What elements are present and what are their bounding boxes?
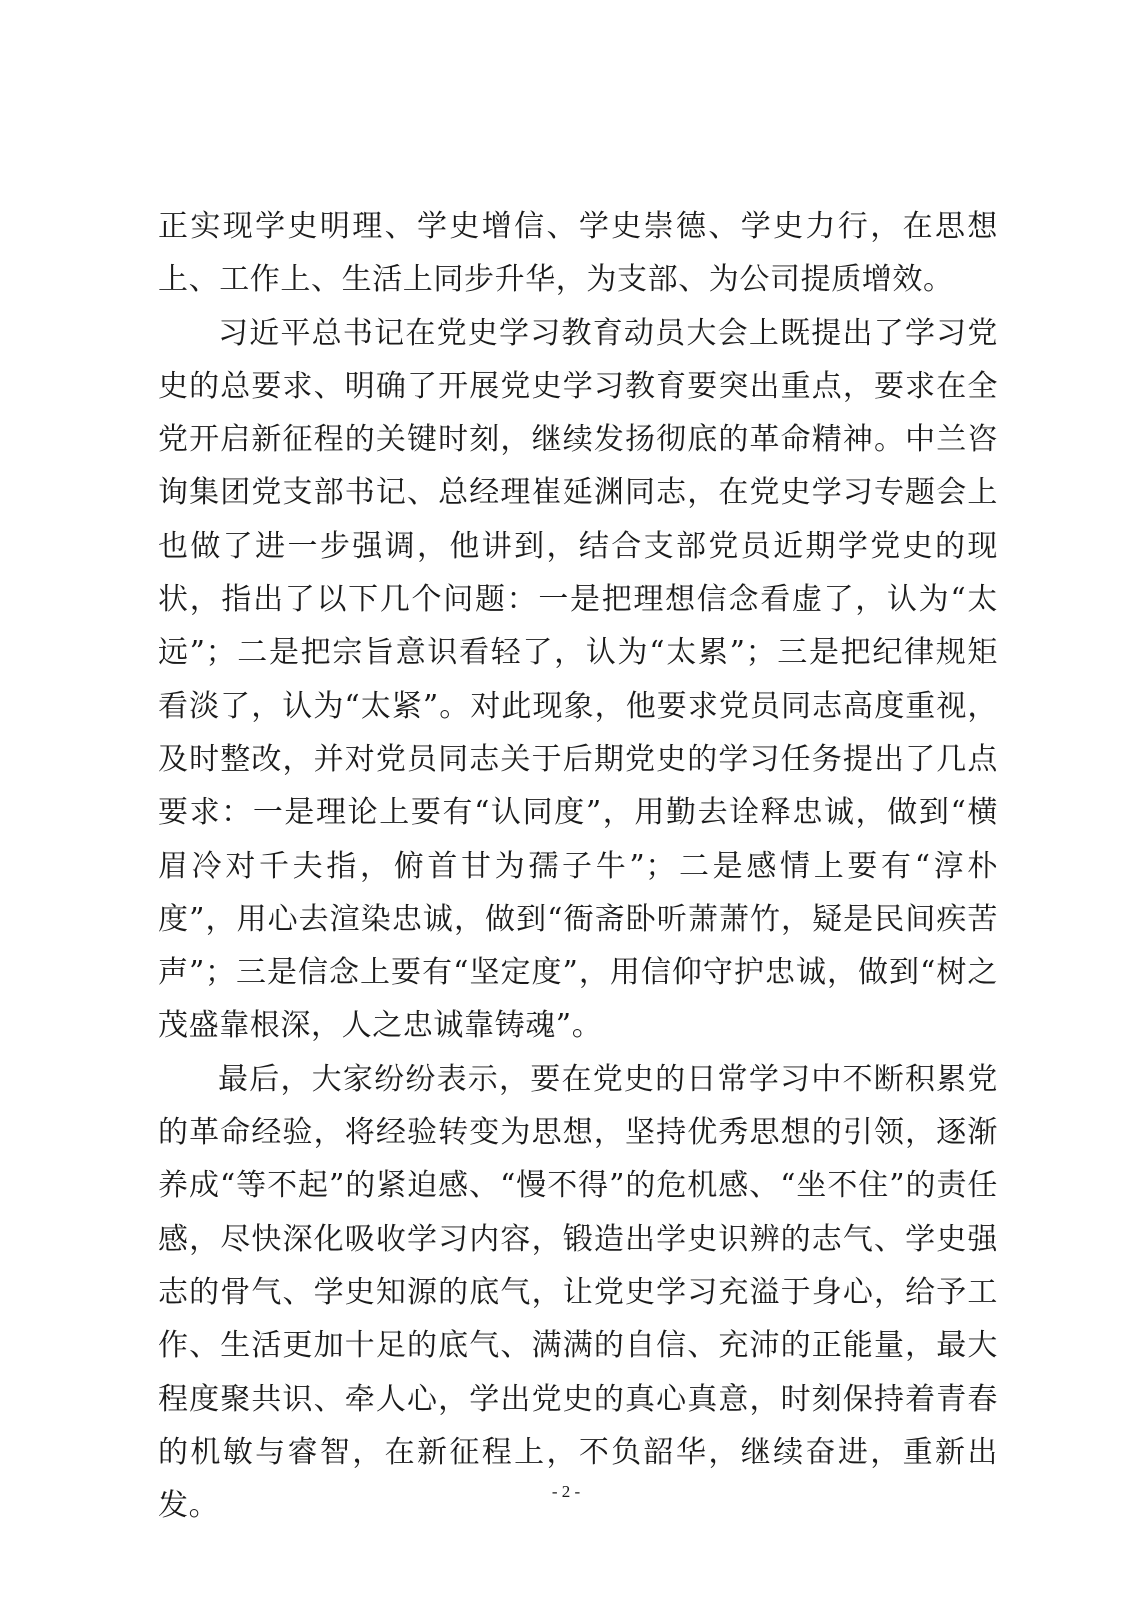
page-number: - 2 - xyxy=(551,1482,581,1501)
paragraph-conclusion: 最后，大家纷纷表示，要在党史的日常学习中不断积累党的革命经验，将经验转变为思想，坚持优秀思想的引领，逐渐养成“等不起”的紧迫感、“慢不得”的危机感、“坐不住”的责任感，尽快深化吸收学习内容，锻造出学史识辨的志气、学史强志的骨气、学史知源的底气，让党史学习充溢于身心，给予工作、生活更加十足的底气、满满的自信、充沛的正能量，最大程度聚共识、牵人心，学出党史的真心真意，时刻保持着青春的机敏与睿智，在新征程上，不负韶华，继续奋进，重新出发。 xyxy=(158,1061,998,1524)
paragraph-speech: 习近平总书记在党史学习教育动员大会上既提出了学习党史的总要求、明确了开展党史学习教育要突出重点，要求在全党开启新征程的关键时刻，继续发扬彻底的革命精神。中兰咨询集团党支部书记、总经理崔延渊同志，在党史学习专题会上也做了进一步强调，他讲到，结合支部党员近期学党史的现状，指出了以下几个问题：一是把理想信念看虚了，认为“太远”；二是把宗旨意识看轻了，认为“太累”；三是把纪律规矩看淡了，认为“太紧”。对此现象，他要求党员同志高度重视，及时整改，并对党员同志关于后期党史的学习任务提出了几点要求：一是理论上要有“认同度”，用勤去诠释忠诚，做到“横眉冷对千夫指，俯首甘为孺子牛”；二是感情上要有“淳朴度”，用心去渲染忠诚，做到“衙斋卧听萧萧竹，疑是民间疾苦声”；三是信念上要有“坚定度”，用信仰守护忠诚，做到“树之茂盛靠根深，人之忠诚靠铸魂”。 xyxy=(158,315,998,1044)
paragraph-continuation: 正实现学史明理、学史增信、学史崇德、学史力行，在思想上、工作上、生活上同步升华，为支部、为公司提质增效。 xyxy=(158,209,998,298)
document-body xyxy=(158,200,998,1532)
